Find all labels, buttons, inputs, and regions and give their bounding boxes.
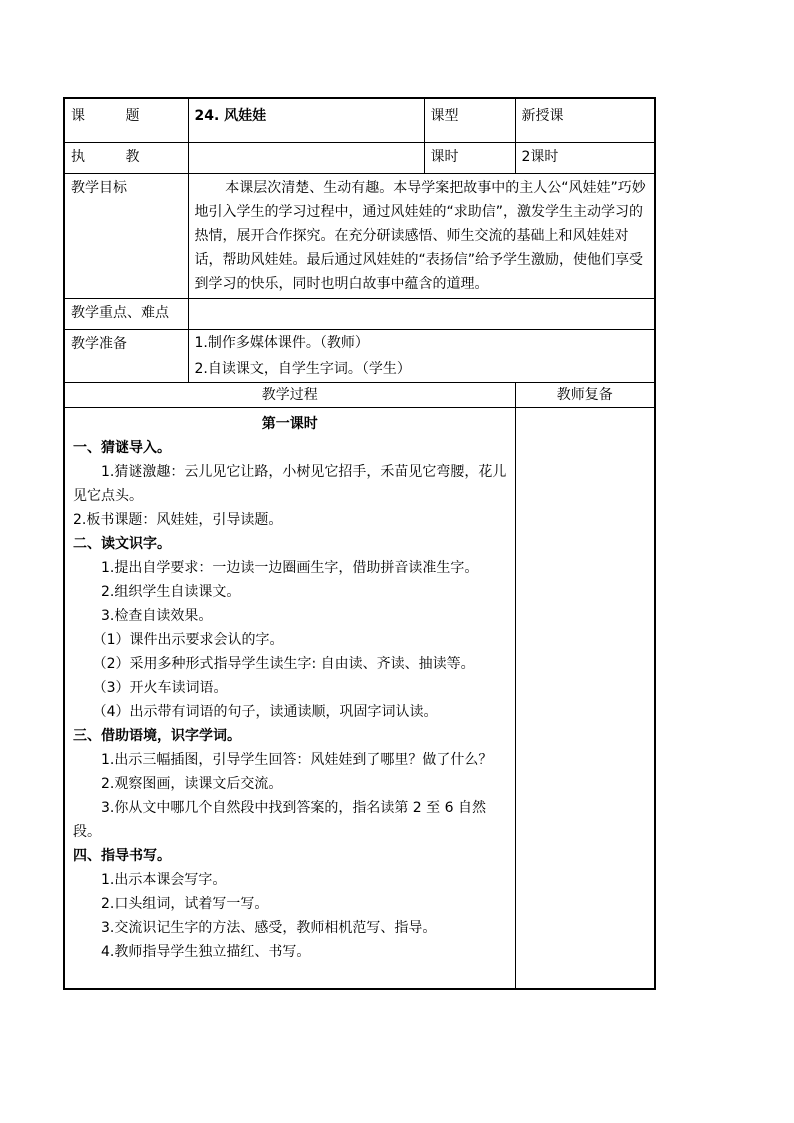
topic-label: 课 题	[64, 98, 188, 143]
process-step: 1.提出自学要求：一边读一边圈画生字，借助拼音读准生字。	[101, 560, 479, 576]
process-step: 3.交流识记生字的方法、感受，教师相机范写、指导。	[101, 920, 437, 936]
section-heading: 二、读文识字。	[73, 536, 171, 552]
section-heading: 三、借助语境，识字学词。	[73, 728, 241, 744]
type-value: 新授课	[515, 98, 655, 143]
process-substep: （1）课件出示要求会认的字。	[92, 632, 284, 648]
topic-value: 24. 风娃娃	[188, 98, 424, 143]
hours-value: 2课时	[515, 143, 655, 174]
prep-row	[64, 330, 655, 383]
teacher-label: 执 教	[64, 143, 188, 174]
keypoints-label: 教学重点、难点	[64, 299, 188, 330]
process-step: 1.出示三幅插图，引导学生回答：风娃娃到了哪里？做了什么？	[101, 752, 493, 768]
goals-label: 教学目标	[64, 174, 188, 299]
process-substep: （4）出示带有词语的句子，读通读顺，巩固字词认读。	[92, 704, 438, 720]
prep-label: 教学准备	[64, 330, 188, 383]
prep-item: 2.自读课文，自学生字词。（学生）	[194, 361, 411, 377]
process-step: 4.教师指导学生独立描红、书写。	[101, 944, 311, 960]
section-heading: 一、猜谜导入。	[73, 440, 171, 456]
lesson-plan-table	[63, 97, 656, 990]
prep-items	[188, 330, 655, 383]
keypoints-value	[188, 299, 655, 330]
teacher-value	[188, 143, 424, 174]
teacher-notes-header: 教师复备	[515, 383, 655, 408]
section-heading: 四、指导书写。	[73, 848, 171, 864]
keypoints-row	[64, 299, 655, 330]
topic-row	[64, 98, 655, 143]
teacher-notes-cell	[515, 408, 655, 990]
type-label: 课型	[424, 98, 515, 143]
hours-label: 课时	[424, 143, 515, 174]
process-header-row	[64, 383, 655, 408]
goals-row	[64, 174, 655, 299]
process-step: 2.板书课题：风娃娃，引导读题。	[73, 512, 283, 528]
process-step: 3.你从文中哪几个自然段中找到答案的，指名读第 2 至 6 自然段。	[73, 800, 486, 840]
process-step: 2.口头组词，试着写一写。	[101, 896, 269, 912]
process-substep: （3）开火车读词语。	[92, 680, 228, 696]
goals-text: 本课层次清楚、生动有趣。本导学案把故事中的主人公“风娃娃”巧妙地引入学生的学习过程中，通过风娃娃的“求助信”，激发学生主动学习的热情，展开合作探究。在充分研读感悟、师生交流的基础上和风娃娃对话，帮助风娃娃。最后通过风娃娃的“表扬信”给予学生激励，使他们享受到学习的快乐，同时也明白故事中蕴含的道理。	[188, 174, 655, 299]
lesson-plan-page	[63, 97, 654, 990]
process-step: 2.观察图画，读课文后交流。	[101, 776, 283, 792]
process-step: 1.猜谜激趣：云儿见它让路，小树见它招手，禾苗见它弯腰，花儿见它点头。	[73, 464, 507, 504]
process-substep: （2）采用多种形式指导学生读生字: 自由读、齐读、抽读等。	[92, 656, 475, 672]
process-row	[64, 408, 655, 990]
prep-item: 1.制作多媒体课件。（教师）	[194, 335, 369, 351]
process-step: 2.组织学生自读课文。	[101, 584, 241, 600]
lesson-title: 第一课时	[261, 416, 318, 432]
teacher-row	[64, 143, 655, 174]
process-step: 1.出示本课会写字。	[101, 872, 227, 888]
process-header: 教学过程	[64, 383, 515, 408]
process-body	[64, 408, 515, 990]
process-step: 3.检查自读效果。	[101, 608, 213, 624]
